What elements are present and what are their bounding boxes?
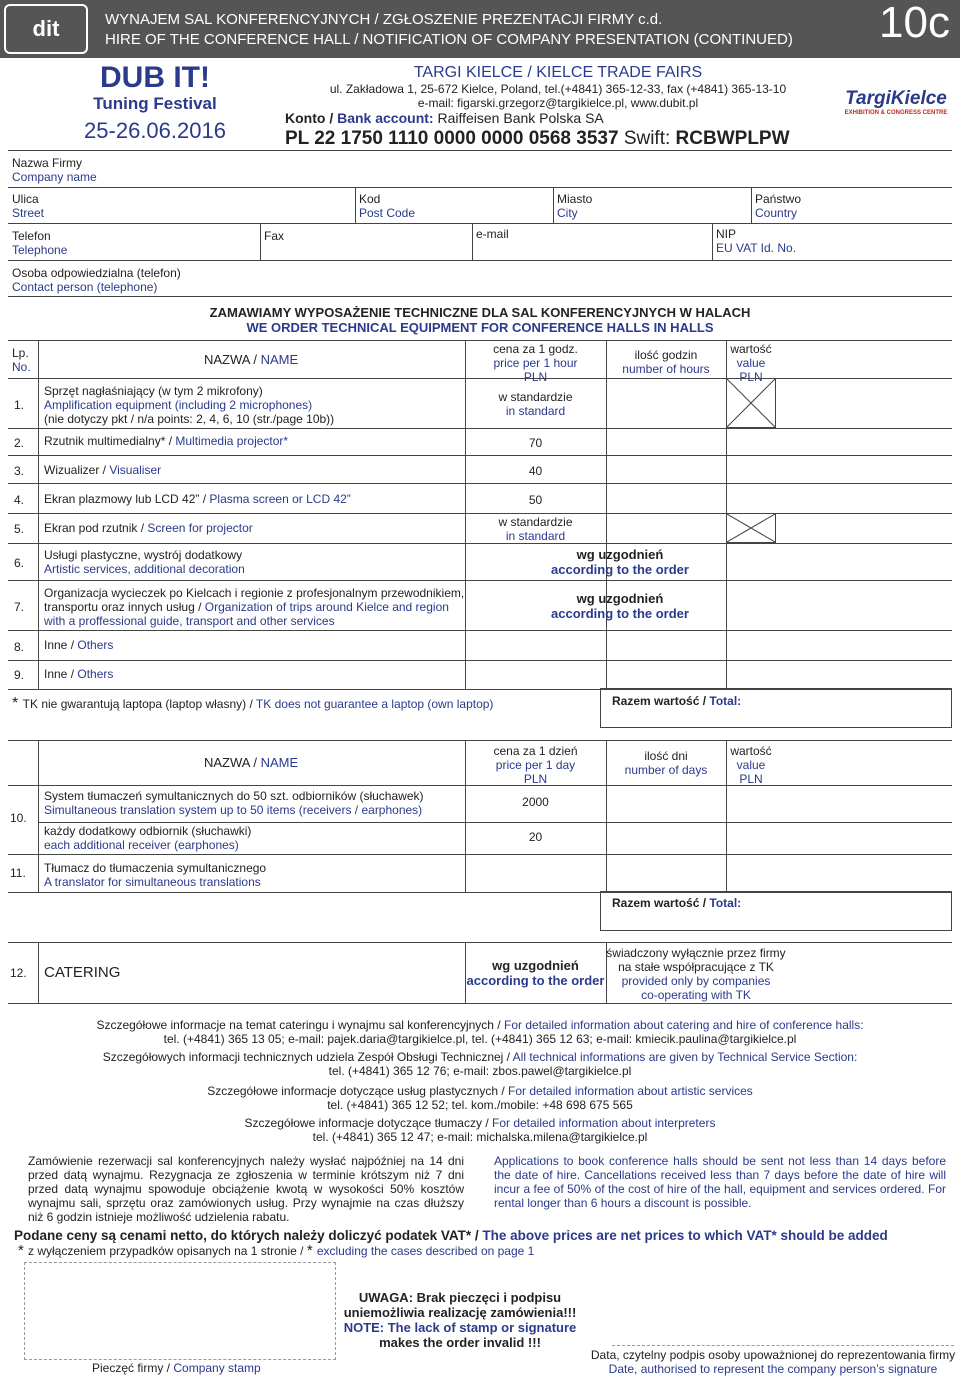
event-subtitle: Tuning Festival [93,94,217,113]
col-name: NAZWA / NAME [204,352,299,367]
info-catering: Szczegółowe informacje na temat cateringu i wynajmu sal konferencyjnych / For detailed information about catering and hire of conference halls: tel. (+4841) 365 13 05; e-mail: pajek.daria@targikielce.pl, tel. (+4841) 365 12 63; e-mail: kmiecik.paulina@targikielce.pl [96,1018,864,1046]
warning: UWAGA: Brak pieczęci i podpisu uniemożliwia realizację zamówienia!!! NOTE: The lack of stamp or signature makes the order invalid !!! [343,1290,577,1350]
col-name-2: NAZWA / NAME [204,755,299,770]
vat-note: Podane ceny są cenami netto, do których należy doliczyć podatek VAT* / The above prices are net prices to which VAT* should be added [14,1228,888,1243]
row-number: 6. [14,556,25,570]
targikielce-logo: TargiKielce EXHIBITION & CONGRESS CENTRE [844,88,948,116]
row5-name: Ekran pod rzutnik / Screen for projector [44,521,253,535]
row10b-price: 20 [528,830,543,844]
email-label: e-mail [476,227,509,241]
row-number: 3. [14,464,25,478]
row8-name: Inne / Others [44,638,114,652]
info-interpreters: Szczegółowe informacje dotyczące tłumaczy / For detailed information about interpreters tel. (+4841) 365 12 47; e-mail: michalska.milena@targikielce.pl [244,1116,716,1144]
fax-label: Fax [264,229,285,243]
section1-title: ZAMAWIAMY WYPOSAŻENIE TECHNICZNE DLA SAL KONFERENCYJNYCH W HALACH WE ORDER TECHNICAL EQUIPMENT FOR CONFERENCE HALLS IN HALLS [209,305,751,335]
crossed-box [726,378,776,428]
row11-name: Tłumacz do tłumaczenia symultanicznego A translator for simultaneous translations [44,861,267,889]
form-number: 10c [879,0,950,47]
row-number: 9. [14,668,25,682]
row6-agree: wg uzgodnień according to the order [551,547,689,577]
laptop-footnote: * TK nie gwarantują laptopa (laptop własny) / TK does not guarantee a laptop (own laptop) [12,695,494,712]
phone-label: Telefon Telephone [12,229,68,257]
row-number: 2. [14,436,25,450]
catering-name: CATERING [44,964,121,981]
row9-name: Inne / Others [44,667,114,681]
col-value-2: wartość value PLN [730,744,772,786]
crossed-box [726,513,776,543]
row2-name: Rzutnik multimedialny* / Multimedia projector* [44,434,289,448]
total-label-2: Razem wartość / Total: [612,896,742,910]
row10a-price: 2000 [522,795,549,809]
country-label: Państwo Country [755,192,802,220]
row3-name: Wizualizer / Visualiser [44,463,162,477]
catering-agree: wg uzgodnień according to the order [466,958,605,988]
signature-label: Data, czytelny podpis osoby upoważnionej do reprezentowania firmy Date, authorised to represent the company person’s signature [590,1348,956,1376]
info-technical: Szczegółowych informacji technicznych udziela Zespół Obsługi Technicznej / All technical informations are given by Technical Service Section: tel. (+4841) 365 12 76; e-mail: zbos.pawel@targikielce.pl [102,1050,858,1078]
terms-en: Applications to book conference halls should be sent not less than 14 days before the date of hire. Cancellations received less than 7 days before the date of hire will incur a fee of 50% of the cost of hire of the hall, equipment and services ordered. For rental longer than 6 hours a discount is possible. [494,1154,946,1210]
col-qty-2: ilość dni number of days [624,749,708,777]
terms-pl: Zamówienie rezerwacji sal konferencyjnych należy wysłać najpóźniej na 14 dni przed datą wynajmu. Rezygnacja ze zgłoszenia w terminie krótszym niż 7 dni przed datą wynajmu spowoduje obciążenie kwotą w wysokości 50% kosztów wynajmu sali, sprzętu oraz zamówionych usług. Przy wynajmie na czas dłuższy niż 6 godzin istnieje możliwość udzielenia rabatu. [28,1154,464,1224]
organizer-address: ul. Zakładowa 1, 25-672 Kielce, Poland, tel.(+4841) 365-12-33, fax (+4841) 365-13-10 [329,82,787,96]
row-number: 4. [14,493,25,507]
event-dates: 25-26.06.2016 [84,118,226,143]
bank-account: Konto / Bank account: Raiffeisen Bank Polska SA [285,110,604,126]
stamp-area[interactable] [24,1262,336,1360]
row-number: 11. [10,866,26,880]
city-label: Miasto City [557,192,593,220]
row10a-name: System tłumaczeń symultanicznych do 50 szt. odbiorników (słuchawek) Simultaneous translation system up to 50 items (receivers / earphones) [44,789,424,817]
contact-label: Osoba odpowiedzialna (telefon) Contact person (telephone) [12,266,181,294]
row-number: 1. [14,398,25,412]
row-number: 10. [10,811,27,825]
vat-label: NIP EU VAT Id. No. [716,227,797,255]
organizer-email: e-mail: figarski.grzegorz@targikielce.pl, www.dubit.pl [417,96,699,110]
catering-note: świadczony wyłącznie przez firmy na stałe współpracujące z TK provided only by companies co-operating with TK [606,946,786,1002]
row-number: 12. [10,966,27,980]
event-name: DUB IT! [100,61,210,94]
row1-name: Sprzęt nagłaśniający (w tym 2 mikrofony) Amplification equipment (including 2 microphones) (nie dotyczy pkt / n/a points: 2, 4, 6, 10 (str./page 10b)) [44,384,335,426]
postcode-label: Kod Post Code [359,192,416,220]
col-no: Lp. No. [12,346,31,374]
row6-name: Usługi plastyczne, wystrój dodatkowy Artistic services, additional decoration [44,548,245,576]
row7-name: Organizacja wycieczek po Kielcach i regionie z profesjonalnym przewodnikiem, transportu oraz innych usług / Organization of trips around Kielce and region with a proffessional guide, transport and other services [44,586,465,628]
form-title: WYNAJEM SAL KONFERENCYJNYCH / ZGŁOSZENIE PREZENTACJI FIRMY c.d. HIRE OF THE CONFERENCE HALL / NOTIFICATION OF COMPANY PRESENTATION (CONTINUED) [105,11,793,48]
vat-exception: * z wyłączeniem przypadków opisanych na 1 stronie / * excluding the cases described on page 1 [18,1242,535,1259]
street-label: Ulica Street [12,192,45,220]
company-name-label: Nazwa Firmy Company name [12,156,97,184]
stamp-label: Pieczęć firmy / Company stamp [92,1361,261,1375]
row5-price: w standardzie in standard [498,515,573,543]
col-price: cena za 1 godz. price per 1 hour PLN [493,342,578,384]
row2-price: 70 [528,436,543,450]
col-value: wartość value PLN [730,342,772,384]
total-label-1: Razem wartość / Total: [612,694,742,708]
event-block [70,62,240,144]
info-artistic: Szczegółowe informacje dotyczące usług plastycznych / For detailed information about artistic services tel. (+4841) 365 12 52; tel. kom./mobile: +48 698 675 565 [207,1084,753,1112]
row-number: 5. [14,522,25,536]
col-price-2: cena za 1 dzień price per 1 day PLN [493,744,578,786]
dubit-logo: dit [4,4,88,54]
row7-agree: wg uzgodnień according to the order [551,591,689,621]
iban: PL 22 1750 1110 0000 0000 0568 3537 Swift: RCBWPLPW [285,128,790,149]
header-bar [0,0,960,58]
row4-price: 50 [528,493,543,507]
row-number: 7. [14,600,25,614]
row-number: 8. [14,640,25,654]
organizer-block [283,64,833,110]
signature-line[interactable] [612,1345,954,1346]
row1-price: w standardzie in standard [498,390,573,418]
row4-name: Ekran plazmowy lub LCD 42” / Plasma screen or LCD 42” [44,492,351,506]
row3-price: 40 [528,464,543,478]
organizer-name: TARGI KIELCE / KIELCE TRADE FAIRS [413,64,703,81]
col-qty: ilość godzin number of hours [622,348,710,376]
row10b-name: każdy dodatkowy odbiornik (słuchawki) each additional receiver (earphones) [44,824,252,852]
